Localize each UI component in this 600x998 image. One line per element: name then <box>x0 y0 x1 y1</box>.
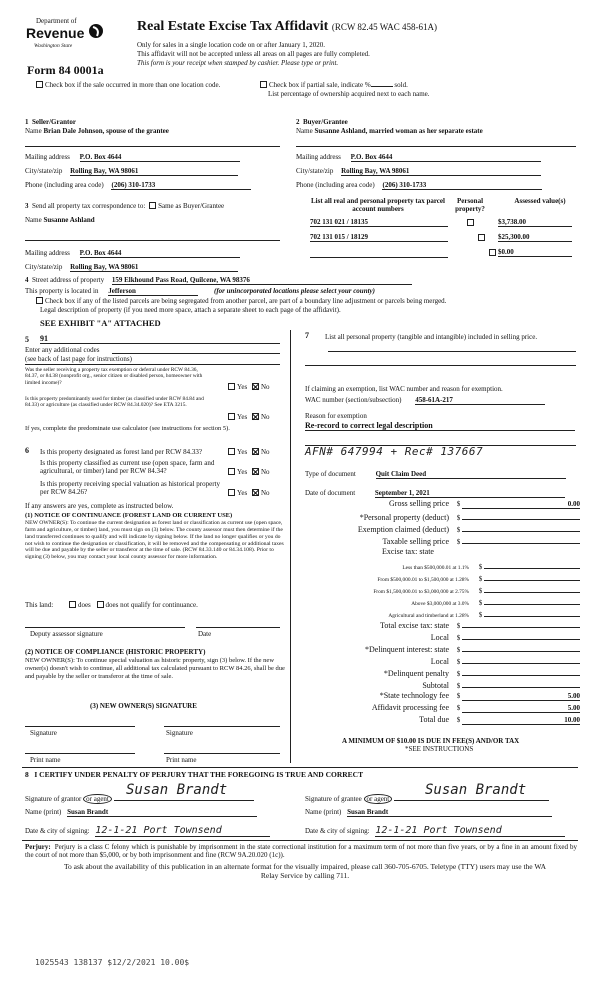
yes-label: Yes <box>237 489 248 497</box>
buyer-city-row <box>296 167 541 176</box>
seller-city-label: City/state/zip <box>25 167 63 175</box>
does-not-checkbox[interactable] <box>97 601 104 608</box>
perjury-paragraph <box>25 843 577 860</box>
local-value[interactable] <box>462 631 580 640</box>
dept-of: Department of <box>36 17 77 25</box>
q4-no-checkbox[interactable] <box>252 468 259 475</box>
section-7-number: 7 <box>305 331 309 340</box>
no-label: No <box>260 468 270 476</box>
compliance-title: (2) NOTICE OF COMPLIANCE (HISTORIC PROPERTY) <box>25 648 206 656</box>
buyer-mail-label: Mailing address <box>296 153 341 161</box>
taxable-value[interactable] <box>462 535 580 544</box>
current-use-question: Is this property classified as current use (open space, farm and agricultural, or timber) land per RCW 84.34? <box>40 459 215 476</box>
interest-state-value[interactable] <box>462 643 580 652</box>
certify-text: I CERTIFY UNDER PENALTY OF PERJURY THAT THE FOREGOING IS TRUE AND CORRECT <box>34 770 364 779</box>
revenue-wordmark: Revenue <box>26 25 85 41</box>
partial-list-note: List percentage of ownership acquired next to each name. <box>268 90 430 98</box>
owner-sig-label-2: Signature <box>166 729 193 737</box>
additional-codes-line <box>112 353 280 354</box>
taxable-row <box>382 535 580 546</box>
q5-yes-checkbox[interactable] <box>228 489 235 496</box>
corr-mail-label: Mailing address <box>25 249 70 257</box>
grantee-sig-label: Signature of grantee <box>305 795 362 803</box>
tech-fee-label: *State technology fee <box>379 691 449 700</box>
exemption-question: Was the seller receiving a property tax exemption or deferral under RCW 84.36, 84.37, or 84.38 (nonprofit org., senior citizen or disabled person, homeowner with limited income)? <box>25 367 203 386</box>
seller-name-row <box>25 127 169 135</box>
assessed-value[interactable]: $3,738.00 <box>498 218 572 227</box>
deputy-sig-line <box>25 627 185 628</box>
seller-mail-label: Mailing address <box>25 153 70 161</box>
interest-state-row <box>365 643 580 654</box>
dollar-sign: $ <box>478 563 483 571</box>
buyer-phone-label: Phone (including area code) <box>296 181 375 189</box>
does-checkbox[interactable] <box>69 601 76 608</box>
tier-1-label: Less than $500,000.01 at 1.1% <box>402 565 469 571</box>
exemption-deduct-value[interactable] <box>462 523 580 532</box>
buyer-heading <box>296 118 348 126</box>
grantor-name-label: Name (print) <box>25 808 62 816</box>
personal-property-checkbox[interactable] <box>478 234 485 241</box>
affidavit-fee-label: Affidavit processing fee <box>371 703 449 712</box>
dollar-sign: $ <box>456 692 461 700</box>
exemption-intro: If claiming an exemption, list WAC number and reason for exemption. <box>305 385 503 393</box>
q2-no-checkbox[interactable] <box>252 413 259 420</box>
grantor-date-row <box>25 825 270 837</box>
title-text: Real Estate Excise Tax Affidavit <box>137 19 329 34</box>
gross-value[interactable]: 0.00 <box>462 500 580 509</box>
minimum-due: A MINIMUM OF $10.00 IS DUE IN FEE(S) AND/OR TAX <box>342 737 520 745</box>
grantor-date-label: Date & city of signing: <box>25 827 90 835</box>
seller-name-label: Name <box>25 127 42 135</box>
subtotal-value[interactable] <box>462 679 580 688</box>
seller-phone-row <box>25 181 251 190</box>
timber-question: Is this property predominantly used for timber (as classified under RCW 84.84 and 84.33) or agriculture (as classified under RCW 84.34.020)? See ETA 3215. <box>25 396 204 409</box>
perjury-label: Perjury: <box>25 843 51 851</box>
dollar-sign: $ <box>478 575 483 583</box>
county-note: (for unincorporated locations please select your county) <box>213 287 375 295</box>
buyer-mail-value[interactable]: P.O. Box 4644 <box>351 153 541 162</box>
dollar-sign: $ <box>456 682 461 690</box>
excise-state-label: Excise tax: state <box>382 547 434 556</box>
wac-value[interactable]: 458-61A-217 <box>415 396 545 405</box>
wac-row <box>305 396 545 405</box>
tier-3-value[interactable] <box>484 584 580 593</box>
tier-4-value[interactable] <box>484 596 580 605</box>
dollar-sign: $ <box>456 500 461 508</box>
buyer-phone-row <box>296 181 542 190</box>
buyer-line-1 <box>296 146 576 147</box>
dollar-sign: $ <box>456 716 461 724</box>
see-back: (see back of last page for instructions) <box>25 355 132 363</box>
reason-value[interactable]: Re-record to correct legal description <box>305 421 575 431</box>
personal-deduct-value[interactable] <box>462 511 580 520</box>
local2-label: Local <box>430 657 449 666</box>
affidavit-fee-row <box>372 703 580 713</box>
owner-print-line-1 <box>25 753 135 754</box>
partial-sale-checkbox[interactable] <box>260 81 267 88</box>
correspondence-row <box>25 202 224 210</box>
tier-5-label: Agricultural and timberland at 1.28% <box>388 613 469 619</box>
street-row <box>25 276 412 285</box>
section-1-number: 1 <box>25 118 29 126</box>
seller-city-value[interactable]: Rolling Bay, WA 98061 <box>70 167 238 176</box>
form-number: Form 84 0001a <box>27 63 104 77</box>
dollar-sign: $ <box>478 587 483 595</box>
total-due-label: Total due <box>419 715 449 724</box>
doc-type-value[interactable]: Quit Claim Deed <box>376 470 566 479</box>
affidavit-fee-value[interactable]: 5.00 <box>462 704 580 713</box>
exemption-deduct-label: Exemption claimed (deduct) <box>357 525 449 534</box>
doc-date-row <box>305 489 565 498</box>
parcel-col-header: List all real and personal property tax parcel account numbers <box>311 197 445 214</box>
located-label: This property is located in <box>25 287 99 295</box>
dollar-sign: $ <box>456 622 461 630</box>
local-row <box>431 631 580 642</box>
dollar-sign: $ <box>456 658 461 666</box>
q1-no-checkbox[interactable] <box>252 383 259 390</box>
grantee-name-row <box>305 808 552 817</box>
segregated-row <box>36 297 446 305</box>
afn-handwritten: AFN# 647994 + Rec# 137667 <box>305 445 484 458</box>
tech-fee-value[interactable]: 5.00 <box>462 692 580 701</box>
buyer-heading-text: Buyer/Grantee <box>303 118 348 126</box>
partial-sold-label: sold. <box>394 81 408 89</box>
tier-5-value[interactable] <box>484 608 580 617</box>
owner-sig-line-1 <box>25 726 135 727</box>
certify-top-rule <box>22 767 578 768</box>
cashier-stamp: 1025543 138137 $12/2/2021 10.00$ <box>35 958 190 967</box>
dollar-sign: $ <box>456 670 461 678</box>
grantee-name-label: Name (print) <box>305 808 342 816</box>
seller-line-1 <box>25 146 280 147</box>
q5-no-checkbox[interactable] <box>252 489 259 496</box>
q3-answer <box>228 448 270 456</box>
column-divider <box>290 330 291 763</box>
section-6-number: 6 <box>25 446 29 455</box>
penalty-label: *Delinquent penalty <box>383 669 449 678</box>
tier-4-label: Above $3,000,000 at 3.0% <box>411 601 469 607</box>
street-label: Street address of property <box>32 276 105 284</box>
section-5-number: 5 <box>25 335 29 344</box>
multi-location-label: Check box if the sale occurred in more than one location code. <box>45 81 221 89</box>
subtotal-label: Subtotal <box>422 681 449 690</box>
tier-2-value[interactable] <box>484 572 580 581</box>
total-due-value[interactable]: 10.00 <box>462 716 580 725</box>
forest-question: Is this property designated as forest land per RCW 84.33? <box>40 448 203 456</box>
buyer-name-value[interactable]: Susanne Ashland, married woman as her separate estate <box>314 127 483 135</box>
does-not-label: does not qualify for continuance. <box>105 601 198 609</box>
doc-type-row <box>305 470 566 479</box>
correspondence-text: Send all property tax correspondence to: <box>32 202 146 210</box>
tier-3-row <box>373 584 580 595</box>
same-as-buyer-label: Same as Buyer/Grantee <box>158 202 225 210</box>
owner-print-label-1: Print name <box>30 756 61 764</box>
dollar-sign: $ <box>456 634 461 642</box>
doc-type-label: Type of document <box>305 470 356 478</box>
yes-label: Yes <box>237 383 248 391</box>
segregated-checkbox[interactable] <box>36 297 43 304</box>
certify-row <box>25 770 363 779</box>
grantor-or-agent: or agent <box>83 794 112 804</box>
dor-logo <box>26 17 106 63</box>
seller-heading <box>25 118 76 126</box>
grantor-sig-label: Signature of grantor <box>25 795 82 803</box>
grantor-name-row <box>25 808 257 817</box>
compliance-text: NEW OWNER(S): To continue special valuation as historic property, sign (3) below. If the new owner(s) doesn't wish to continue, all additional tax calculated pursuant to RCW 84.26, shall be due and payable by the seller or transferor at the time of sale. <box>25 657 285 680</box>
partial-sale-label: Check box if partial sale, indicate % <box>269 81 371 89</box>
street-value[interactable]: 159 Elkhound Pass Road, Quilcene, WA 98376 <box>112 276 412 285</box>
q1-yes-checkbox[interactable] <box>228 383 235 390</box>
owner-print-line-2 <box>164 753 280 754</box>
grantee-name-value[interactable]: Susan Brandt <box>347 808 552 817</box>
penalty-row <box>384 667 580 678</box>
does-label: does <box>77 601 91 609</box>
section-4-number: 4 <box>25 276 29 284</box>
assessed-value[interactable]: $0.00 <box>498 248 572 257</box>
wac-label: WAC number (section/subsection) <box>305 396 402 404</box>
county-row <box>25 287 375 296</box>
seller-phone-label: Phone (including area code) <box>25 181 104 189</box>
assessed-value[interactable]: $25,300.00 <box>498 233 572 242</box>
washington-state: Washington State <box>34 43 73 49</box>
owner-sig-label-1: Signature <box>30 729 57 737</box>
corr-line-1 <box>25 240 280 241</box>
interest-state-label: *Delinquent interest: state <box>365 645 449 654</box>
no-label: No <box>260 413 270 421</box>
personal-line-1 <box>328 351 576 352</box>
personal-property-list-label: List all personal property (tangible and intangible) included in selling price. <box>325 333 538 341</box>
assessed-col-header: Assessed value(s) <box>514 197 566 205</box>
corr-name-row <box>25 216 95 224</box>
personal-property-checkbox[interactable] <box>489 249 496 256</box>
title-ref: (RCW 82.45 WAC 458-61A) <box>331 22 438 32</box>
subtotal-row <box>422 679 580 690</box>
gross-label: Gross selling price <box>389 499 449 508</box>
yes-label: Yes <box>237 413 248 421</box>
section-3-number: 3 <box>25 202 29 210</box>
doc-date-value[interactable]: September 1, 2021 <box>375 489 565 498</box>
tier-2-row <box>377 572 580 583</box>
legal-desc-label: Legal description of property (if you need more space, attach a separate sheet to each page of the affidavit). <box>40 306 341 314</box>
tier-5-row <box>388 608 580 619</box>
grantor-signature: Susan Brandt <box>126 782 228 798</box>
tech-fee-row <box>380 691 580 701</box>
personal-deduct-label: *Personal property (deduct) <box>359 513 449 522</box>
seller-phone-value[interactable]: (206) 310-1733 <box>111 181 251 190</box>
alt-format-text: To ask about the availability of this publication in an alternate format for the visually impaired, please call 360-705-6705. Teletype (TTY) users may use the WA Relay Service by calling 711. <box>63 862 547 880</box>
no-label: No <box>260 448 270 456</box>
yes-label: Yes <box>237 448 248 456</box>
header-note-3: This form is your receipt when stamped by cashier. Please type or print. <box>137 59 339 67</box>
exhibit-text: SEE EXHIBIT "A" ATTACHED <box>40 318 161 328</box>
reason-label: Reason for exemption <box>305 412 367 420</box>
corr-mail-row <box>25 249 240 258</box>
total-due-row <box>419 715 580 725</box>
grantee-date-row <box>305 825 565 837</box>
this-land-row <box>25 601 198 609</box>
additional-codes-label: Enter any additional codes <box>25 346 100 354</box>
corr-city-row <box>25 263 238 272</box>
if-yes-note: If any answers are yes, complete as instructed below. <box>25 502 174 510</box>
grantee-signature: Susan Brandt <box>425 782 527 798</box>
exemption-deduct-row <box>358 523 580 534</box>
local2-row <box>431 655 580 666</box>
dollar-sign: $ <box>478 611 483 619</box>
total-state-row <box>380 619 580 630</box>
yes-label: Yes <box>237 468 248 476</box>
owner-print-label-2: Print name <box>166 756 197 764</box>
sec5-divider <box>25 364 280 365</box>
buyer-city-label: City/state/zip <box>296 167 334 175</box>
section-2-number: 2 <box>296 118 300 126</box>
corr-name-value[interactable]: Susanne Ashland <box>43 216 95 224</box>
grantee-or-agent: or agent <box>364 794 393 804</box>
corr-mail-value[interactable]: P.O. Box 4644 <box>80 249 240 258</box>
buyer-name-label: Name <box>296 127 313 135</box>
dor-swoosh-icon <box>88 21 104 41</box>
multi-location-row <box>36 81 220 89</box>
grantee-date-value[interactable]: 12-1-21 Port Townsend <box>375 825 565 837</box>
penalty-value[interactable] <box>462 667 580 676</box>
deputy-date-label: Date <box>198 630 212 638</box>
corr-city-value[interactable]: Rolling Bay, WA 98061 <box>70 263 238 272</box>
dollar-sign: $ <box>456 514 461 522</box>
personal-property-checkbox[interactable] <box>467 219 474 226</box>
segregated-label: Check box if any of the listed parcels are being segregated from another parcel, are part of a boundary line adjustment or parcels being merged. <box>45 297 447 305</box>
predominate-note <box>25 425 275 433</box>
seller-name-value[interactable]: Brian Dale Johnson, spouse of the grantee <box>43 127 169 135</box>
seller-mail-row <box>25 153 240 162</box>
continuance-text: NEW OWNER(S): To continue the current designation as forest land or classification as current use (open space, farm and agriculture, or timber) land, you must sign on (3) below. The county assessor must then determine if the land transferred continues to qualify and will indicate by signing below. If the land no longer qualifies or you do not wish to continue the designation or classification, it will be removed and the compensating or additional taxes will be due and payable by the seller or transferor at the time of sale. (RCW 84.33.140 or 84.34.108). Prior to signing (3) below, you may contact your local county assessor for more information. <box>25 520 284 561</box>
corr-city-label: City/state/zip <box>25 263 63 271</box>
dollar-sign: $ <box>456 526 461 534</box>
continuance-title: (1) NOTICE OF CONTINUANCE (FOREST LAND OR CURRENT USE) <box>25 512 233 519</box>
q3-yes-checkbox[interactable] <box>228 448 235 455</box>
partial-sale-row <box>260 81 408 89</box>
buyer-city-value[interactable]: Rolling Bay, WA 98061 <box>341 167 541 176</box>
tier-3-label: From $1,500,000.01 to $3,000,000 at 2.75% <box>373 589 469 595</box>
no-label: No <box>260 489 270 497</box>
county-value[interactable]: Jefferson <box>108 287 198 296</box>
buyer-phone-value[interactable]: (206) 310-1733 <box>382 181 542 190</box>
dollar-sign: $ <box>478 599 483 607</box>
corr-name-label: Name <box>25 216 42 224</box>
this-land-label: This land: <box>25 601 54 609</box>
tier-4-row <box>411 596 580 607</box>
doc-date-label: Date of document <box>305 489 356 497</box>
q1-answer <box>228 383 270 391</box>
total-state-value[interactable] <box>462 619 580 628</box>
personal-col-header: Personal property? <box>455 197 485 214</box>
historic-question: Is this property receiving special valuation as historical property per RCW 84.26? <box>40 480 221 497</box>
parcel-number[interactable]: 702 131 015 / 18129 <box>310 233 448 242</box>
tier-2-label: From $500,000.01 to $1,500,000 at 1.28% <box>377 577 469 583</box>
header-note-1: Only for sales in a single location code on or after January 1, 2020. <box>137 41 325 49</box>
personal-deduct-row <box>360 511 580 522</box>
tier-1-row <box>402 560 580 571</box>
deputy-date-line <box>196 627 280 628</box>
q3-no-checkbox[interactable] <box>252 448 259 455</box>
seller-mail-value[interactable]: P.O. Box 4644 <box>80 153 240 162</box>
grantor-date-value[interactable]: 12-1-21 Port Townsend <box>95 825 270 837</box>
total-state-label: Total excise tax: state <box>380 621 449 630</box>
q5-answer <box>228 489 270 497</box>
personal-line-2 <box>305 365 576 366</box>
see-instructions: *SEE INSTRUCTIONS <box>405 745 474 753</box>
multi-location-checkbox[interactable] <box>36 81 43 88</box>
q4-answer <box>228 468 270 476</box>
q2-answer <box>228 413 270 421</box>
seller-heading-text: Seller/Grantor <box>32 118 76 126</box>
taxable-label: Taxable selling price <box>382 537 449 546</box>
dollar-sign: $ <box>456 646 461 654</box>
grantor-name-value[interactable]: Susan Brandt <box>67 808 257 817</box>
buyer-mail-row <box>296 153 541 162</box>
grantee-date-label: Date & city of signing: <box>305 827 370 835</box>
gross-row <box>389 499 580 509</box>
tax-rows <box>300 499 580 729</box>
perjury-top-rule <box>22 840 578 841</box>
seller-city-row <box>25 167 238 176</box>
parcel-number[interactable]: 702 131 021 / 18135 <box>310 218 448 227</box>
predominate-text: If yes, complete the predominate use calculator (see instructions for section 5). <box>25 425 230 432</box>
q2-yes-checkbox[interactable] <box>228 413 235 420</box>
parcel-number[interactable] <box>310 248 448 258</box>
partial-percent-field[interactable] <box>371 86 393 87</box>
local-label: Local <box>430 633 449 642</box>
land-use-code[interactable]: 91 <box>40 334 280 344</box>
dollar-sign: $ <box>456 538 461 546</box>
new-owner-sig-title: (3) NEW OWNER(S) SIGNATURE <box>90 702 197 710</box>
local2-value[interactable] <box>462 655 580 664</box>
buyer-name-row <box>296 127 483 135</box>
q4-yes-checkbox[interactable] <box>228 468 235 475</box>
owner-sig-line-2 <box>164 726 280 727</box>
same-as-buyer-checkbox[interactable] <box>149 202 156 209</box>
header-note-2: This affidavit will not be accepted unless all areas on all pages are fully completed. <box>137 50 370 58</box>
form-title <box>137 19 437 35</box>
deputy-sig-label: Deputy assessor signature <box>30 630 103 638</box>
tier-1-value[interactable] <box>484 560 580 569</box>
dollar-sign: $ <box>456 704 461 712</box>
perjury-text: Perjury is a class C felony which is punishable by imprisonment in the state correctional institution for a maximum term of not more than five years, or by a fine in an amount fixed by the court of not more than $5,000, or by both imprisonment and fine (RCW 9A.20.020 (1c)). <box>25 843 577 860</box>
section-8-number: 8 <box>25 770 29 779</box>
no-label: No <box>260 383 270 391</box>
